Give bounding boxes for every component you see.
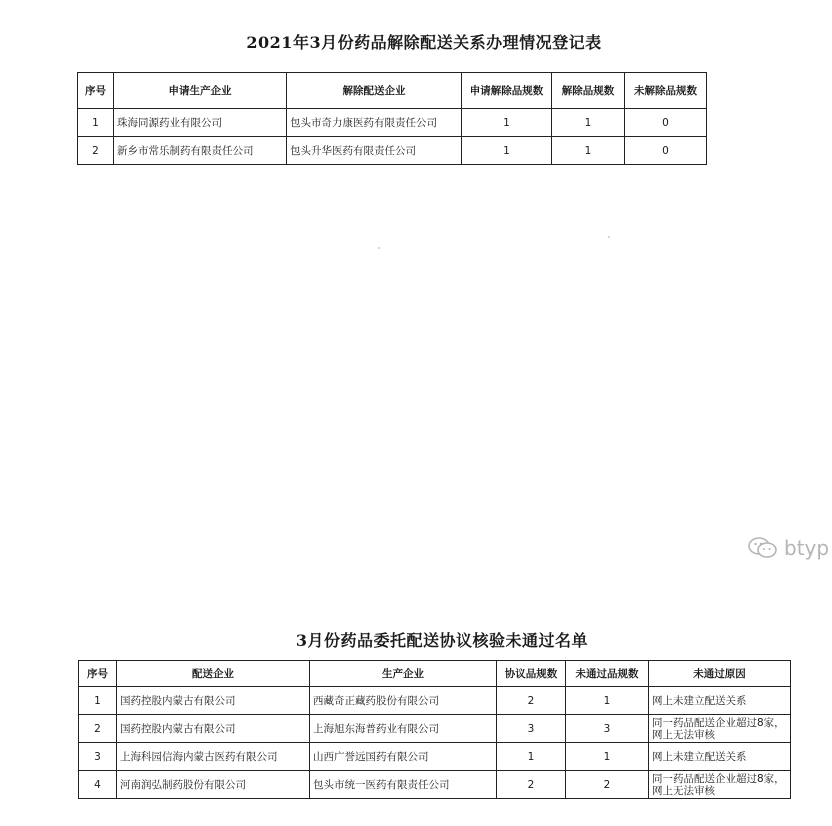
- cell-index: 1: [79, 687, 117, 715]
- document-title: 3月份药品委托配送协议核验未通过名单: [295, 631, 589, 650]
- col-header-index: 序号: [79, 661, 117, 687]
- cell-unreleased-count: 0: [625, 109, 707, 137]
- col-header-index: 序号: [78, 73, 114, 109]
- cell-released-count: 1: [552, 137, 625, 165]
- document-title: 2021年3月份药品解除配送关系办理情况登记表: [246, 33, 602, 52]
- table-row: [79, 771, 791, 799]
- cell-index: 2: [79, 715, 117, 743]
- col-header-applicant-manufacturer: 申请生产企业: [114, 73, 287, 109]
- col-header-failure-reason: 未通过原因: [649, 661, 791, 687]
- table-row: [79, 687, 791, 715]
- cell-index: 4: [79, 771, 117, 799]
- table-row: [78, 109, 707, 137]
- cell-manufacturer: 上海旭东海普药业有限公司: [310, 715, 497, 743]
- cell-failed-count: 2: [566, 771, 649, 799]
- cell-distributor: 国药控股内蒙古有限公司: [117, 687, 310, 715]
- cell-requested-count: 1: [462, 137, 552, 165]
- cell-manufacturer: 山西广誉远国药有限公司: [310, 743, 497, 771]
- cell-index: 2: [78, 137, 114, 165]
- cell-failed-count: 3: [566, 715, 649, 743]
- cell-failure-reason: 网上未建立配送关系: [649, 687, 791, 715]
- col-header-manufacturer: 生产企业: [310, 661, 497, 687]
- cell-distributor: 上海科园信海内蒙古医药有限公司: [117, 743, 310, 771]
- cell-index: 1: [78, 109, 114, 137]
- col-header-released-count: 解除品规数: [552, 73, 625, 109]
- table-row: [79, 743, 791, 771]
- cell-failure-reason: 网上未建立配送关系: [649, 743, 791, 771]
- col-header-released-distributor: 解除配送企业: [287, 73, 462, 109]
- cell-manufacturer: 珠海同源药业有限公司: [114, 109, 287, 137]
- cell-failed-count: 1: [566, 687, 649, 715]
- cell-distributor: 包头市奇力康医药有限责任公司: [287, 109, 462, 137]
- cell-distributor: 包头升华医药有限责任公司: [287, 137, 462, 165]
- cell-failure-reason: 同一药品配送企业超过8家，网上无法审核: [649, 771, 791, 799]
- cell-distributor: 河南润弘制药股份有限公司: [117, 771, 310, 799]
- cell-agreement-count: 2: [497, 771, 566, 799]
- cell-manufacturer: 新乡市常乐制药有限责任公司: [114, 137, 287, 165]
- scan-speck: [608, 236, 610, 238]
- table-row: [78, 137, 707, 165]
- release-distribution-table: [77, 72, 707, 165]
- table-row: [79, 715, 791, 743]
- col-header-agreement-count: 协议品规数: [497, 661, 566, 687]
- cell-unreleased-count: 0: [625, 137, 707, 165]
- col-header-failed-count: 未通过品规数: [566, 661, 649, 687]
- cell-released-count: 1: [552, 109, 625, 137]
- cell-failure-reason: 同一药品配送企业超过8家，网上无法审核: [649, 715, 791, 743]
- col-header-requested-count: 申请解除品规数: [462, 73, 552, 109]
- cell-requested-count: 1: [462, 109, 552, 137]
- cell-distributor: 国药控股内蒙古有限公司: [117, 715, 310, 743]
- table-header-row: [79, 661, 791, 687]
- cell-agreement-count: 3: [497, 715, 566, 743]
- cell-index: 3: [79, 743, 117, 771]
- cell-agreement-count: 1: [497, 743, 566, 771]
- cell-manufacturer: 包头市统一医药有限责任公司: [310, 771, 497, 799]
- failed-verification-table: [78, 660, 791, 799]
- col-header-unreleased-count: 未解除品规数: [625, 73, 707, 109]
- cell-agreement-count: 2: [497, 687, 566, 715]
- cell-failed-count: 1: [566, 743, 649, 771]
- wechat-icon: [748, 536, 778, 560]
- watermark-text: btyp: [784, 536, 830, 560]
- watermark: [748, 536, 829, 560]
- table-header-row: [78, 73, 707, 109]
- col-header-distributor: 配送企业: [117, 661, 310, 687]
- cell-manufacturer: 西藏奇正藏药股份有限公司: [310, 687, 497, 715]
- scan-speck: [378, 247, 380, 249]
